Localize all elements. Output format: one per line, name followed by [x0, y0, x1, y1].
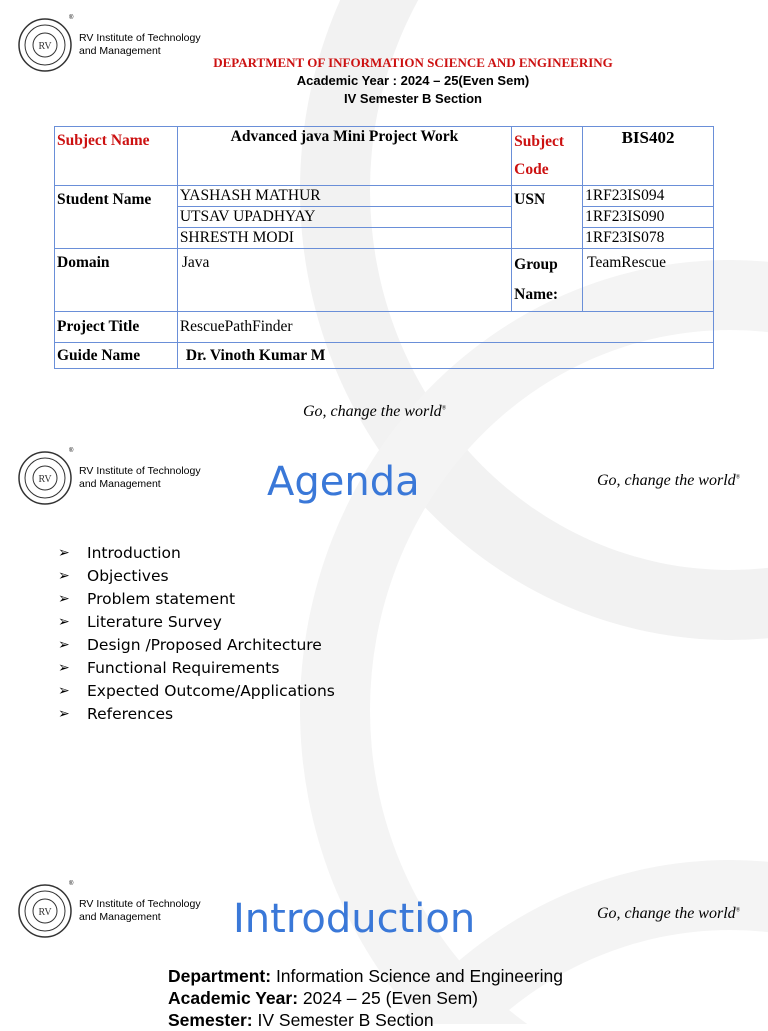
list-item: ➢ Expected Outcome/Applications — [58, 681, 335, 700]
list-item: ➢ References — [58, 704, 174, 723]
guide-name-label: Guide Name — [55, 343, 178, 369]
introduction-details — [168, 965, 563, 1031]
guide-name-value: Dr. Vinoth Kumar M — [177, 343, 713, 369]
list-item: ➢ Literature Survey — [58, 612, 222, 631]
group-name-value: TeamRescue — [583, 249, 714, 312]
intro-academic-year: Academic Year: 2024 – 25 (Even Sem) — [168, 988, 479, 1008]
tagline: Go, change the world® — [303, 403, 447, 420]
svg-text:RV: RV — [38, 41, 52, 52]
tagline: Go, change the world® — [597, 905, 741, 922]
arrow-bullet-icon: ➢ — [58, 567, 70, 584]
department-heading: DEPARTMENT OF INFORMATION SCIENCE AND ENGINEERING — [213, 55, 613, 70]
institute-logo — [17, 450, 201, 506]
arrow-bullet-icon: ➢ — [58, 613, 70, 630]
student-name: SHRESTH MODI — [177, 228, 511, 249]
group-name-label: Group Name: — [512, 249, 583, 312]
svg-text:RV: RV — [38, 907, 52, 918]
arrow-bullet-icon: ➢ — [58, 705, 70, 722]
registered-mark: ® — [69, 448, 74, 454]
project-title-label: Project Title — [55, 312, 178, 343]
arrow-bullet-icon: ➢ — [58, 544, 70, 561]
table-row — [55, 127, 714, 186]
svg-text:RV: RV — [38, 474, 52, 485]
domain-label: Domain — [55, 249, 178, 312]
project-title-value: RescuePathFinder — [177, 312, 713, 343]
list-item: ➢ Objectives — [58, 566, 169, 585]
registered-mark: ® — [69, 881, 74, 887]
list-item: ➢ Design /Proposed Architecture — [58, 635, 322, 654]
registered-mark: ® — [69, 15, 74, 21]
introduction-title: Introduction — [233, 896, 476, 942]
intro-semester: Semester: IV Semester B Section — [168, 1010, 434, 1030]
list-item: ➢ Introduction — [58, 543, 181, 562]
intro-department: Department: Information Science and Engineering — [168, 966, 563, 986]
agenda-title: Agenda — [267, 459, 420, 505]
table-row — [55, 343, 714, 369]
list-item: ➢ Problem statement — [58, 589, 236, 608]
project-info-table — [54, 126, 714, 369]
arrow-bullet-icon: ➢ — [58, 590, 70, 607]
table-row — [55, 249, 714, 312]
student-usn: 1RF23IS078 — [583, 228, 714, 249]
tagline: Go, change the world® — [597, 472, 741, 489]
institute-seal-icon — [17, 450, 73, 506]
subject-code-label: Subject Code — [512, 127, 583, 186]
table-row — [55, 312, 714, 343]
table-row — [55, 186, 714, 207]
usn-label: USN — [512, 186, 583, 249]
domain-value: Java — [177, 249, 511, 312]
list-item: ➢ Functional Requirements — [58, 658, 280, 677]
semester-heading: IV Semester B Section — [344, 91, 482, 106]
arrow-bullet-icon: ➢ — [58, 682, 70, 699]
student-name: YASHASH MATHUR — [177, 186, 511, 207]
academic-year-heading: Academic Year : 2024 – 25(Even Sem) — [296, 73, 530, 88]
institute-seal-icon — [17, 883, 73, 939]
student-usn: 1RF23IS094 — [583, 186, 714, 207]
subject-code-value: BIS402 — [583, 127, 714, 186]
institute-name: RV Institute of Technology and Management — [79, 32, 201, 57]
arrow-bullet-icon: ➢ — [58, 636, 70, 653]
subject-name-label: Subject Name — [55, 127, 178, 186]
arrow-bullet-icon: ➢ — [58, 659, 70, 676]
subject-name-value: Advanced java Mini Project Work — [177, 127, 511, 186]
institute-logo — [17, 883, 201, 939]
institute-name: RV Institute of Technology and Management — [79, 465, 201, 490]
student-name: UTSAV UPADHYAY — [177, 207, 511, 228]
student-name-label: Student Name — [55, 186, 178, 249]
institute-name: RV Institute of Technology and Management — [79, 898, 201, 923]
student-usn: 1RF23IS090 — [583, 207, 714, 228]
agenda-list — [58, 541, 335, 725]
